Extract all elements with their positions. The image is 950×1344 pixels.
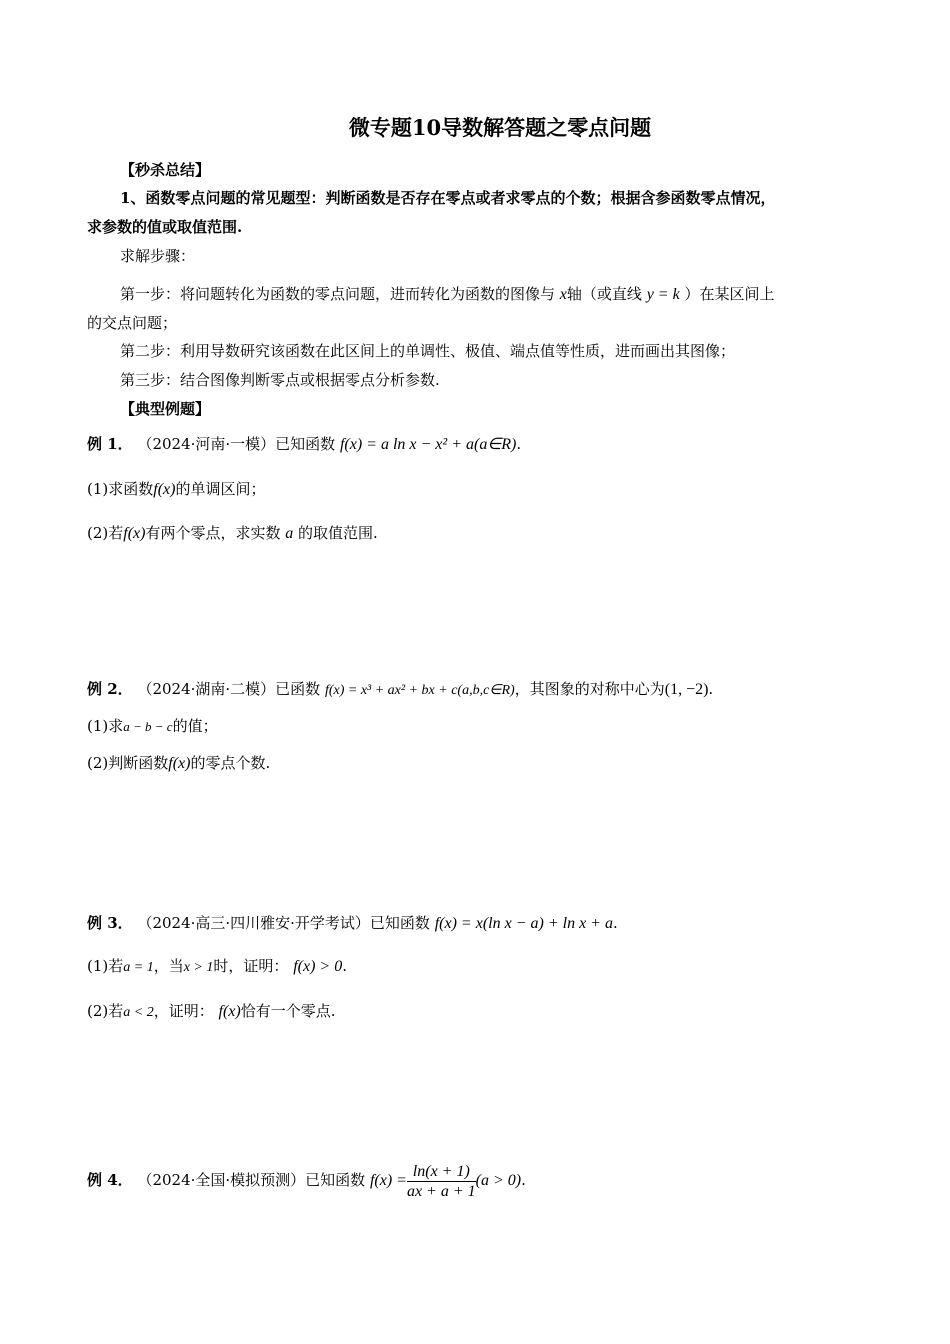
steps-label: 求解步骤： [120, 247, 196, 265]
example-source: （2024·全国·模拟预测）已知函数 [137, 1171, 366, 1189]
example-source: （2024·湖南·二模）已函数 [137, 680, 321, 698]
numerator: ln(x + 1) [407, 1162, 476, 1182]
example-formula-lhs: f(x) = [369, 1172, 407, 1189]
formula: x > 1 [183, 960, 214, 975]
example-label: 例 1． [87, 435, 133, 453]
step1-line1 [120, 284, 775, 305]
question-text: 有两个零点，求实数 [145, 524, 281, 542]
punctuation: . [612, 914, 618, 932]
example-label: 例 2． [87, 680, 133, 698]
step3: 第三步：结合图像判断零点或根据零点分析参数. [120, 371, 440, 389]
question-text: (2)若 [87, 524, 124, 542]
step1-text-b: 轴（或直线 [566, 285, 642, 303]
step1-x-formula: x [559, 286, 567, 303]
example-label: 例 4． [87, 1171, 133, 1189]
example-1-q2 [87, 523, 378, 544]
question-text: (2)判断函数 [87, 754, 169, 772]
example-label: 例 3． [87, 914, 133, 932]
question-text: ，证明： [153, 1002, 214, 1020]
formula: (1, −2) [664, 681, 709, 698]
denominator: ax + a + 1 [406, 1182, 476, 1200]
summary-point1-line2: 求参数的值或取值范围. [87, 218, 243, 236]
examples-heading: 【典型例题】 [120, 400, 211, 418]
step1-text-c: ）在某区间上 [684, 285, 775, 303]
example-3 [87, 913, 618, 934]
condition: (a > 0) [475, 1172, 522, 1189]
example-source: （2024·高三·四川雅安·开学考试）已知函数 [137, 914, 430, 932]
example-formula: f(x) = x(ln x − a) + ln x + a [434, 915, 613, 932]
step1-line2: 的交点问题； [87, 314, 178, 332]
question-text: 的单调区间； [175, 480, 266, 498]
punctuation: . [521, 1171, 526, 1189]
question-text: 的值； [172, 717, 218, 735]
question-text: ，当 [153, 957, 184, 975]
example-2-q1 [87, 716, 218, 737]
example-1-q1 [87, 479, 265, 500]
step1-text-a: 第一步：将问题转化为函数的零点问题，进而转化为函数的图像与 [120, 285, 556, 303]
example-formula: f(x) = x³ + ax² + bx + c(a,b,c∈R) [324, 683, 515, 698]
fraction [407, 1162, 476, 1201]
question-text: (1)求 [87, 717, 124, 735]
summary-heading: 【秒杀总结】 [120, 161, 211, 179]
step1-yk-formula: y = k [646, 286, 680, 303]
question-text: 时，证明： [213, 957, 289, 975]
example-3-q2 [87, 1001, 335, 1023]
example-1 [87, 434, 521, 455]
example-source: （2024·河南·一模）已知函数 [137, 435, 336, 453]
page-title: 微专题10导数解答题之零点问题 [348, 115, 652, 140]
summary-point1-line1: 1、函数零点问题的常见题型：判断函数是否存在零点或者求零点的个数；根据含参函数零点情况， [120, 189, 776, 207]
formula: f(x) > 0 [293, 958, 343, 975]
question-text: (1)求函数 [87, 480, 154, 498]
formula: a − b − c [123, 719, 173, 734]
example-formula: f(x) = a ln x − x² + a(a∈R) [339, 436, 517, 453]
formula: a = 1 [123, 960, 154, 975]
formula: a < 2 [123, 1005, 154, 1020]
question-text: 的取值范围. [298, 524, 378, 542]
example-2 [87, 679, 713, 701]
question-text: 的零点个数. [190, 754, 271, 772]
formula: f(x) [123, 525, 146, 542]
question-text: 恰有一个零点. [240, 1002, 336, 1020]
example-4 [87, 1156, 526, 1205]
step2: 第二步：利用导数研究该函数在此区间上的单调性、极值、端点值等性质，进而画出其图像； [120, 342, 736, 360]
formula: f(x) [168, 755, 191, 772]
punctuation: . [516, 435, 522, 453]
example-3-q1 [87, 956, 347, 978]
example-2-q2 [87, 753, 270, 774]
question-text: ，其图象的对称中心为 [514, 680, 665, 698]
formula: f(x) [218, 1003, 241, 1020]
formula: a [285, 525, 294, 542]
punctuation: . [342, 957, 347, 975]
formula: f(x) [153, 481, 176, 498]
punctuation: . [708, 680, 714, 698]
question-text: (1)若 [87, 957, 124, 975]
question-text: (2)若 [87, 1002, 124, 1020]
